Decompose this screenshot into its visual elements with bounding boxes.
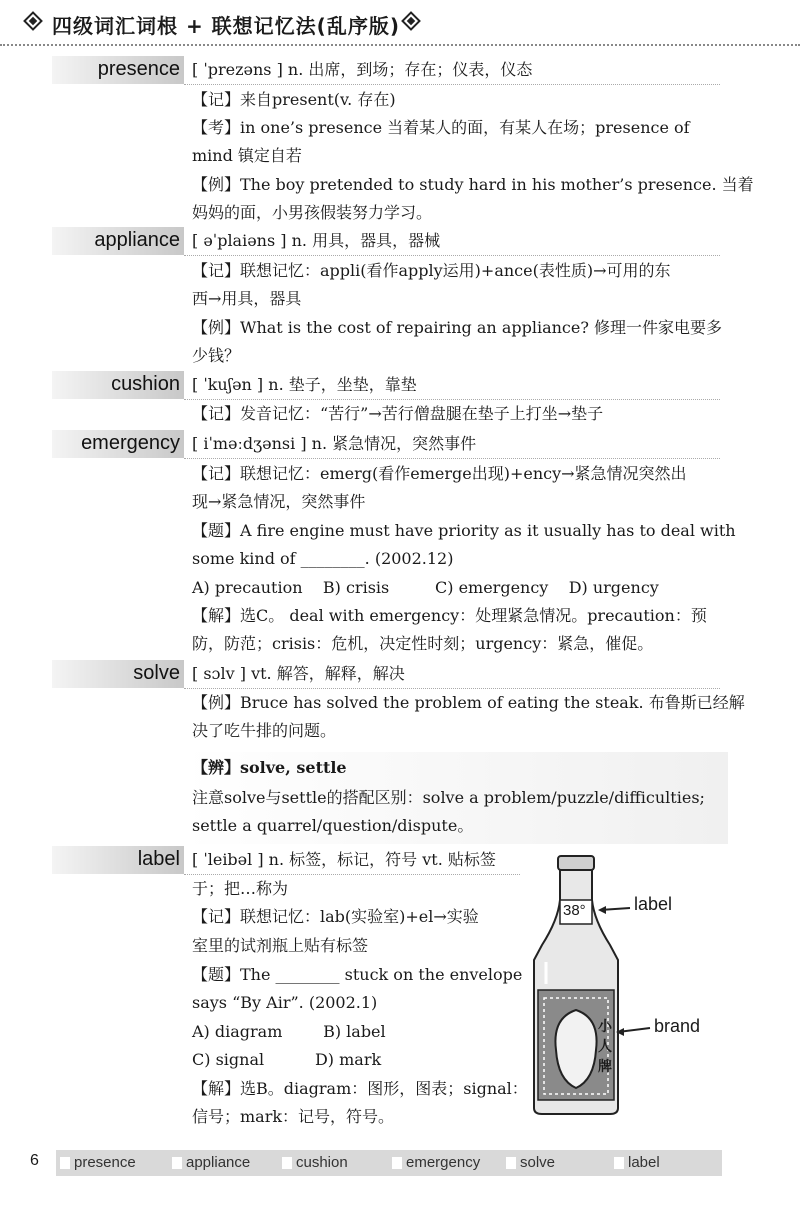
entry-line: 【记】联想记忆：lab(实验室)+el→实验: [192, 907, 479, 926]
entry-line: 注意solve与settle的搭配区别：solve a problem/puzzle/difficulties;: [192, 788, 705, 807]
footer-word: appliance: [186, 1154, 251, 1171]
headword: emergency: [81, 432, 180, 454]
brand-arrow-text: brand: [654, 1016, 701, 1036]
entry-line: C) signal D) mark: [192, 1050, 382, 1069]
headword: presence: [97, 58, 180, 80]
entry-line: 【例】What is the cost of repairing an appliance? 修理一件家电要多: [192, 318, 723, 337]
entry-line: 【解】选C。 deal with emergency：处理紧急情况。precaution：预: [192, 606, 707, 625]
entry-line: 【记】联想记忆：emerg(看作emerge出现)+ency→紧急情况突然出: [192, 464, 687, 483]
entry-line: 【考】in one’s presence 当着某人的面，有某人在场；presence of: [192, 118, 690, 137]
entry-line: 【记】发音记忆：“苦行”→苦行僧盘腿在垫子上打坐→垫子: [192, 404, 604, 423]
entry-line: 于；把…称为: [192, 879, 289, 898]
page-header: [0, 0, 800, 46]
entry-line: 防，防范；crisis：危机，决定性时刻；urgency：紧急，催促。: [192, 634, 654, 653]
entry-line: 妈妈的面，小男孩假装努力学习。: [192, 203, 433, 222]
footer-word: solve: [520, 1154, 556, 1171]
header-title: 四级词汇词根 + 联想记忆法(乱序版): [52, 14, 400, 38]
brand-char: 小: [598, 1018, 612, 1034]
headword-bar-cushion: [52, 371, 184, 399]
diamond-left-icon: [23, 11, 43, 31]
degree-text: 38°: [563, 902, 586, 919]
footer-word: cushion: [296, 1154, 348, 1171]
entry-line: 室里的试剂瓶上贴有标签: [192, 936, 369, 955]
entry-line: 【题】A fire engine must have priority as it usually has to deal with: [192, 521, 736, 540]
brand-char: 牌: [598, 1058, 612, 1074]
entry-line: A) diagram B) label: [192, 1022, 386, 1041]
bottle-icon: [530, 850, 770, 1120]
entry-line: some kind of ________. (2002.12): [192, 549, 454, 568]
entry-divider: [184, 84, 720, 85]
headword-bar-presence: [52, 56, 184, 84]
brand-char: 人: [598, 1038, 612, 1054]
entry-divider: [184, 255, 720, 256]
entry-line: 现→紧急情况，突然事件: [192, 492, 366, 511]
headword-bar-label: [52, 846, 184, 874]
entry-line: [ ˈprezəns ] n. 出席，到场；存在；仪表，仪态: [192, 60, 533, 79]
entry-line: 【题】The ________ stuck on the envelope: [192, 965, 523, 984]
entry-line: 【记】来自present(v. 存在): [192, 90, 396, 109]
entry-line: 信号；mark：记号，符号。: [192, 1107, 395, 1126]
entry-line: 【例】Bruce has solved the problem of eating the steak. 布鲁斯已经解: [192, 693, 745, 712]
entry-line: [ əˈplaiəns ] n. 用具，器具，器械: [192, 231, 441, 250]
footer-word-index: [56, 1150, 722, 1176]
entry-line: settle a quarrel/question/dispute。: [192, 816, 474, 835]
headword-bar-solve: [52, 660, 184, 688]
entry-line: 决了吃牛排的问题。: [192, 721, 337, 740]
entry-line: 少钱？: [192, 346, 241, 365]
headword: solve: [133, 662, 180, 684]
entry-line: says “By Air”. (2002.1): [192, 993, 378, 1012]
footer-word: presence: [74, 1154, 136, 1171]
entry-line: 【例】The boy pretended to study hard in his mother’s presence. 当着: [192, 175, 754, 194]
bottle-illustration: [530, 850, 770, 1120]
headword-bar-appliance: [52, 227, 184, 255]
entry-line: A) precaution B) crisis C) emergency D) urgency: [192, 578, 659, 597]
entry-line: [ sɔlv ] vt. 解答，解释，解决: [192, 664, 405, 683]
entry-line: 西→用具，器具: [192, 289, 302, 308]
entry-line: 【解】选B。diagram：图形，图表；signal：: [192, 1079, 528, 1098]
footer-word: label: [628, 1154, 660, 1171]
entry-line: mind 镇定自若: [192, 146, 302, 165]
entry-line: 【记】联想记忆：appli(看作apply运用)+ance(表性质)→可用的东: [192, 261, 671, 280]
entry-line: [ ˈleibəl ] n. 标签，标记，符号 vt. 贴标签: [192, 850, 496, 869]
entry-line: [ ˈkuʃən ] n. 垫子，坐垫，靠垫: [192, 375, 417, 394]
entry-line: 【辨】solve, settle: [192, 758, 347, 777]
entry-divider: [184, 458, 720, 459]
page-number: 6: [30, 1152, 39, 1169]
label-arrow-text: label: [634, 894, 673, 914]
entry-line: [ iˈməːdʒənsi ] n. 紧急情况，突然事件: [192, 434, 477, 453]
headword: appliance: [94, 229, 180, 251]
headword: cushion: [111, 373, 180, 395]
diamond-right-icon: [401, 11, 421, 31]
headword: label: [137, 848, 180, 870]
footer-word: emergency: [406, 1154, 481, 1171]
headword-bar-emergency: [52, 430, 184, 458]
